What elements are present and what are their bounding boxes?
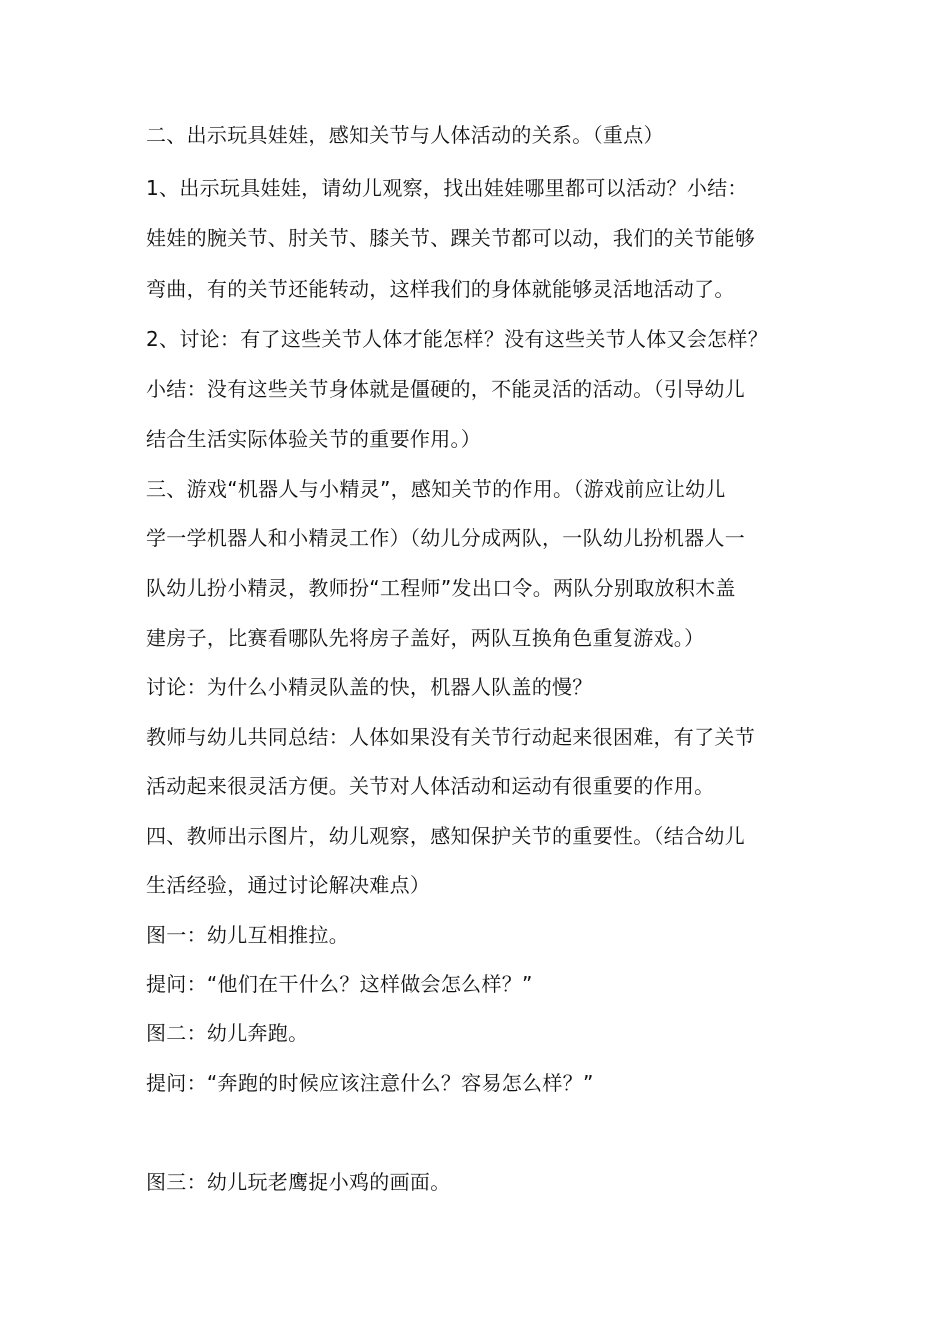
game-description-line-1: 学一学机器人和小精灵工作）（幼儿分成两队，一队幼儿扮机器人一: [146, 526, 745, 550]
section-four-heading-line-1: 四、教师出示图片，幼儿观察，感知保护关节的重要性。（结合幼儿: [146, 824, 745, 848]
picture-one: 图一：幼儿互相推拉。: [146, 923, 349, 947]
section-four-heading-line-2: 生活经验，通过讨论解决难点）: [146, 873, 431, 897]
picture-three: 图三：幼儿玩老鹰捉小鸡的画面。: [146, 1170, 451, 1194]
question-one: 提问：“他们在干什么？这样做会怎么样？”: [146, 972, 533, 996]
section-three-heading: 三、游戏“机器人与小精灵”，感知关节的作用。（游戏前应让幼儿: [146, 477, 726, 501]
summary-line-2: 结合生活实际体验关节的重要作用。）: [146, 427, 482, 451]
step-one-line-3: 弯曲，有的关节还能转动，这样我们的身体就能够灵活地活动了。: [146, 277, 735, 301]
step-one-line-1: 1、出示玩具娃娃，请幼儿观察，找出娃娃哪里都可以活动？小结：: [146, 176, 748, 200]
section-two-heading: 二、出示玩具娃娃，感知关节与人体活动的关系。（重点）: [146, 123, 664, 147]
game-description-line-3: 建房子，比赛看哪队先将房子盖好，两队互换角色重复游戏。）: [146, 626, 705, 650]
summary-line-1: 小结：没有这些关节身体就是僵硬的，不能灵活的活动。（引导幼儿: [146, 377, 745, 401]
game-discussion: 讨论：为什么小精灵队盖的快，机器人队盖的慢？: [146, 675, 593, 699]
conclusion-line-2: 活动起来很灵活方便。关节对人体活动和运动有很重要的作用。: [146, 774, 715, 798]
question-two: 提问：“奔跑的时候应该注意什么？容易怎么样？”: [146, 1071, 594, 1095]
step-two-discussion: 2、讨论：有了这些关节人体才能怎样？没有这些关节人体又会怎样？: [146, 327, 769, 351]
picture-two: 图二：幼儿奔跑。: [146, 1021, 309, 1045]
step-one-line-2: 娃娃的腕关节、肘关节、膝关节、踝关节都可以动，我们的关节能够: [146, 226, 755, 250]
conclusion-line-1: 教师与幼儿共同总结：人体如果没有关节行动起来很困难，有了关节: [146, 725, 755, 749]
game-description-line-2: 队幼儿扮小精灵，教师扮“工程师”发出口令。两队分别取放积木盖: [146, 576, 736, 600]
